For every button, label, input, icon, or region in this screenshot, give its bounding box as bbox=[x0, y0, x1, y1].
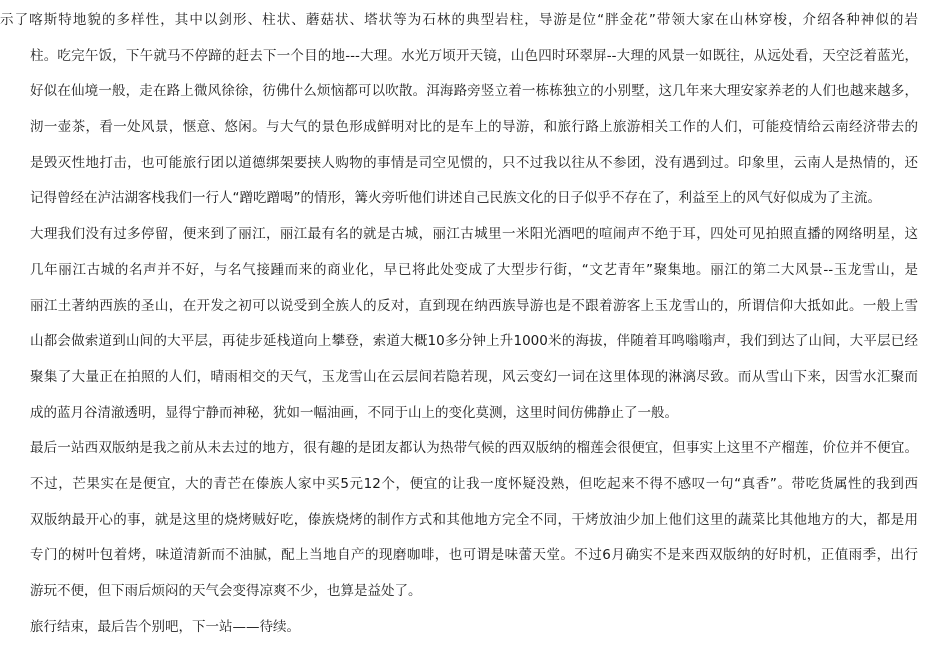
text-line: 山都会做索道到山间的大平层，再徒步延栈道向上攀登，索道大概10多分钟上升1000米的海拔，伴随着耳鸣嗡嗡声，我们到达了山间，大平层已经 bbox=[30, 333, 918, 350]
paragraph-ending bbox=[30, 610, 918, 646]
text-line: 不过，芒果实在是便宜，大的青芒在傣族人家中买5元12个，便宜的让我一度怀疑没熟，但吃起来不得不感叹一句“真香”。带吃货属性的我到西 bbox=[30, 475, 918, 492]
text-line: 记得曾经在泸沽湖客栈我们一行人“蹭吃蹭喝”的情形，篝火旁听他们讲述自己民族文化的日子似乎不存在了，利益至上的风气好似成为了主流。 bbox=[30, 190, 881, 207]
paragraph-xishuangbanna bbox=[30, 431, 918, 609]
text-line: 游玩不便，但下雨后烦闷的天气会变得凉爽不少，也算是益处了。 bbox=[30, 583, 422, 599]
text-line: 最后一站西双版纳是我之前从未去过的地方，很有趣的是团友都认为热带气候的西双版纳的榴莲会很便宜，但事实上这里不产榴莲，价位并不便宜。 bbox=[30, 440, 918, 457]
text-line: 好似在仙境一般，走在路上微风徐徐，彷佛什么烦恼都可以吹散。洱海路旁竖立着一栋栋独立的小别墅，这几年来大理安家养老的人们也越来越多， bbox=[30, 83, 918, 100]
text-line: 双版纳最开心的事，就是这里的烧烤贼好吃，傣族烧烤的制作方式和其他地方完全不同，干烤放油少加上他们这里的蔬菜比其他地方的大，都是用 bbox=[30, 511, 918, 528]
article-body bbox=[0, 3, 918, 645]
text-line: 旅行结束，最后告个别吧，下一站——待续。 bbox=[30, 618, 300, 635]
text-line: 示了喀斯特地貌的多样性，其中以剑形、柱状、蘑菇状、塔状等为石林的典型岩柱，导游是位“胖金花”带领大家在山林穿梭，介绍各种神似的岩 bbox=[0, 12, 918, 28]
text-line: 聚集了大量正在拍照的人们，晴雨相交的天气，玉龙雪山在云层间若隐若现，风云变幻一词在这里体现的淋漓尽致。而从雪山下来，因雪水汇聚而 bbox=[30, 368, 918, 385]
text-line: 大理我们没有过多停留，便来到了丽江，丽江最有名的就是古城，丽江古城里一米阳光酒吧的喧闹声不绝于耳，四处可见拍照直播的网络明星，这 bbox=[30, 226, 918, 243]
paragraph-dali bbox=[0, 3, 918, 217]
text-line: 几年丽江古城的名声并不好，与名气接踵而来的商业化，早已将此处变成了大型步行街，“文艺青年”聚集地。丽江的第二大风景--玉龙雪山，是 bbox=[30, 261, 918, 278]
text-line: 丽江土著纳西族的圣山，在开发之初可以说受到全族人的反对，直到现在纳西族导游也是不跟着游客上玉龙雪山的，所谓信仰大抵如此。一般上雪 bbox=[30, 297, 918, 314]
text-line: 柱。吃完午饭，下午就马不停蹄的赶去下一个目的地---大理。水光万顷开天镜，山色四时环翠屏--大理的风景一如既往，从远处看，天空泛着蓝光， bbox=[30, 47, 918, 64]
text-line: 是毁灭性地打击，也可能旅行团以道德绑架要挟人购物的事情是司空见惯的，只不过我以往从不参团，没有遇到过。印象里，云南人是热情的，还 bbox=[30, 154, 918, 171]
text-line: 成的蓝月谷清澈透明，显得宁静而神秘，犹如一幅油画，不同于山上的变化莫测，这里时间仿佛静止了一般。 bbox=[30, 404, 678, 421]
text-line: 专门的树叶包着烤，味道清新而不油腻，配上当地自产的现磨咖啡，也可谓是味蕾天堂。不过6月确实不是来西双版纳的好时机，正值雨季，出行 bbox=[30, 547, 918, 564]
text-line: 沏一壶茶，看一处风景，惬意、悠闲。与大气的景色形成鲜明对比的是车上的导游，和旅行路上旅游相关工作的人们，可能疫情给云南经济带去的 bbox=[30, 119, 918, 136]
paragraph-lijiang bbox=[30, 217, 918, 431]
